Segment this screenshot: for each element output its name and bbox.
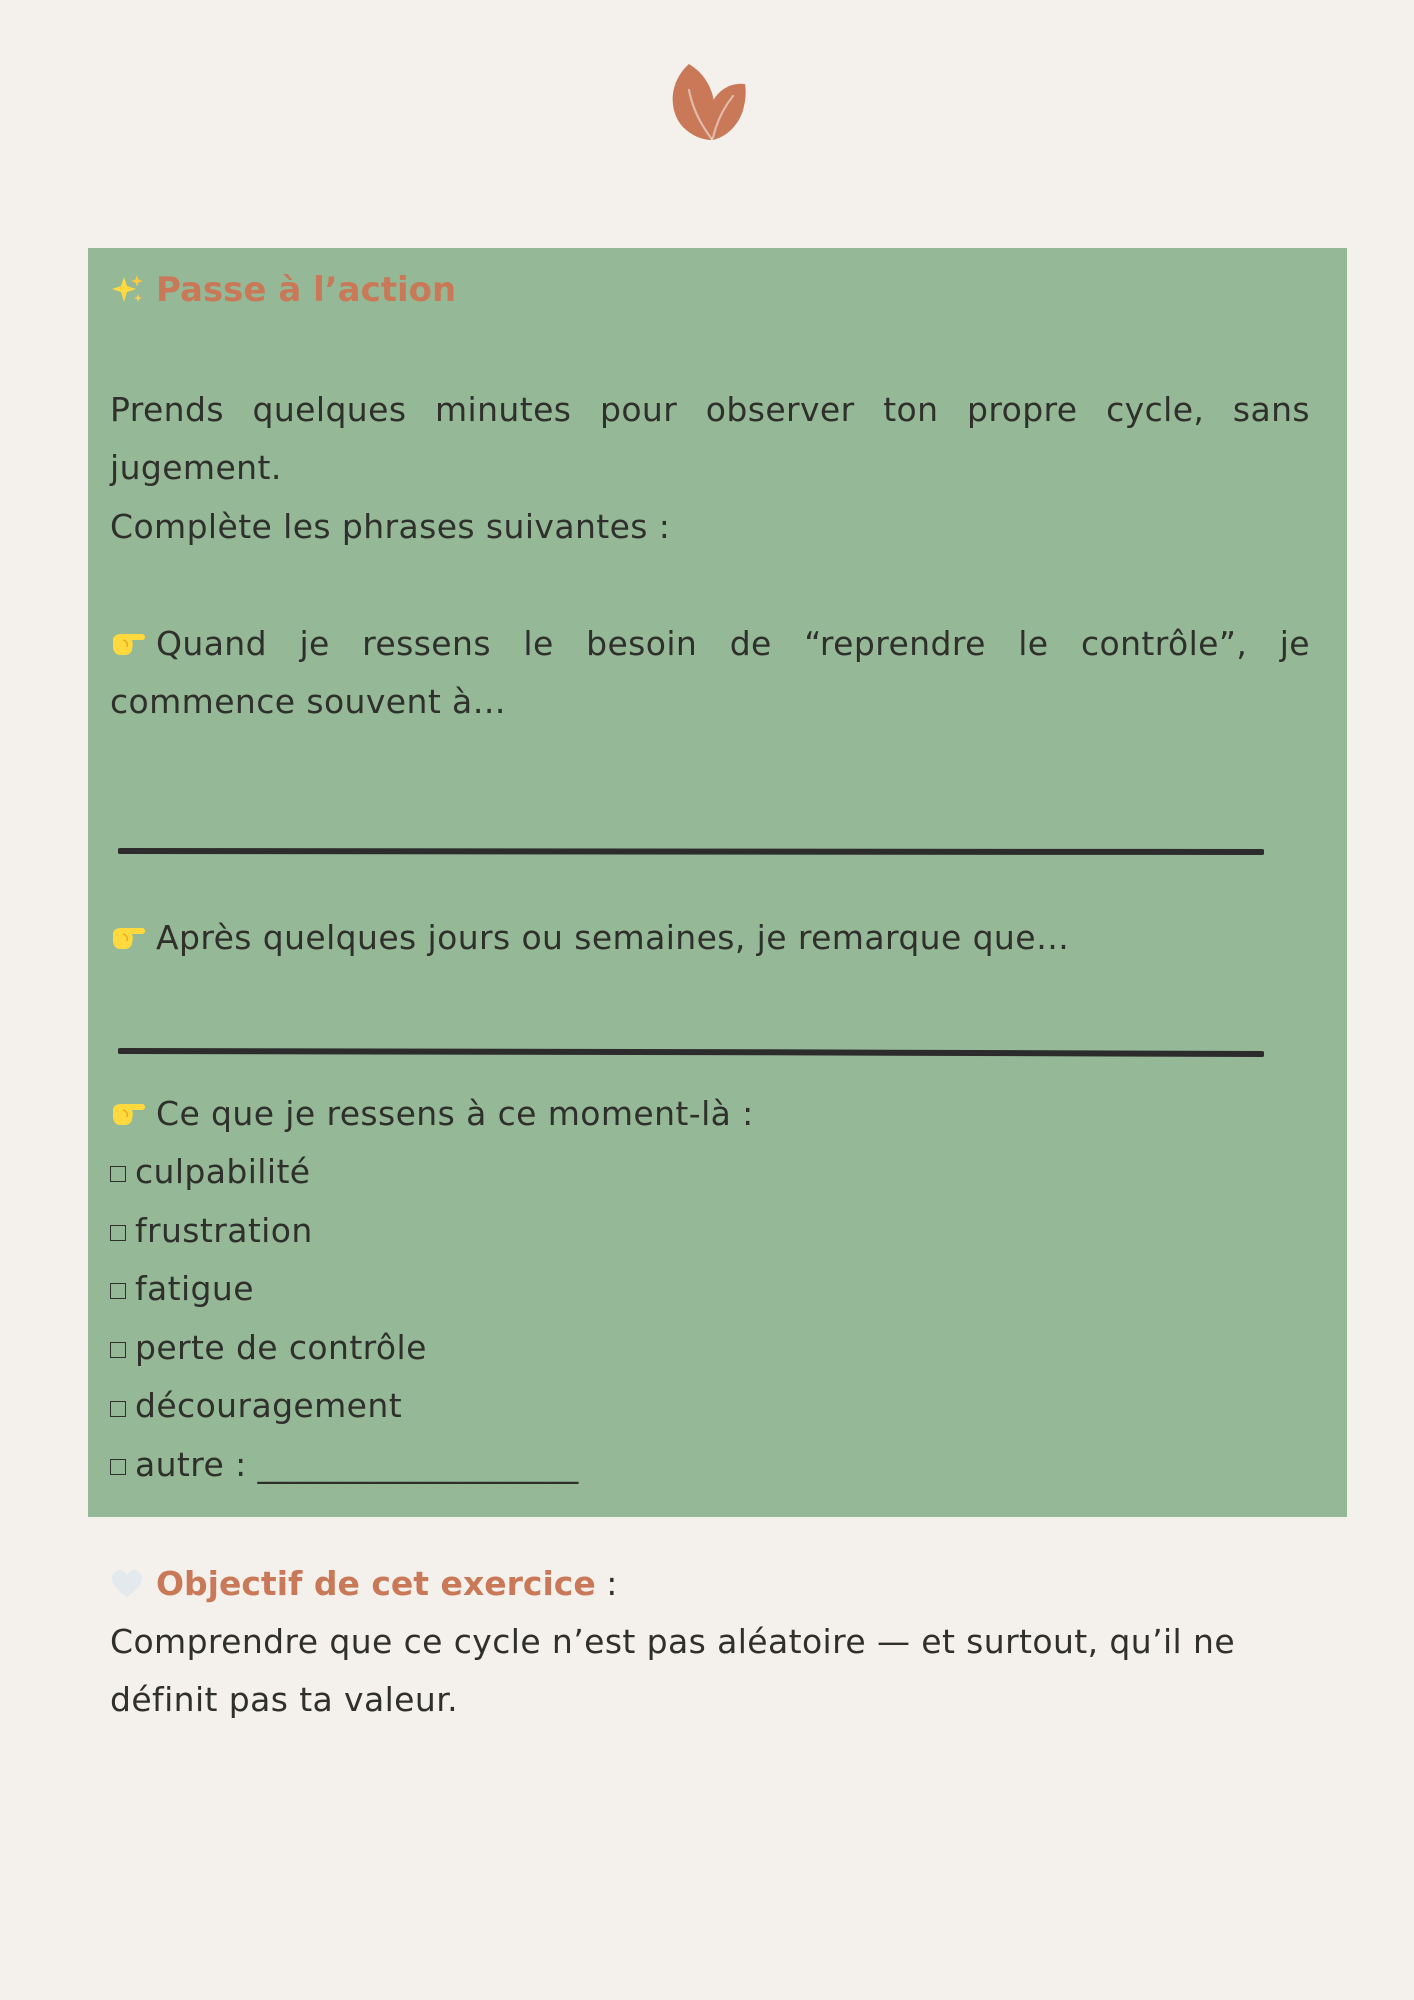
checkbox-icon[interactable] [110, 1166, 126, 1182]
answer-line-1[interactable] [118, 844, 1264, 858]
goal-heading [110, 1555, 1310, 1613]
pointing-hand-icon [110, 629, 148, 659]
prompt-1 [110, 615, 1310, 731]
exercise-panel [88, 248, 1347, 1517]
checkbox-icon[interactable] [110, 1342, 126, 1358]
checkbox-item[interactable] [110, 1377, 579, 1436]
pointing-hand-icon [110, 1099, 148, 1129]
instruction-paragraph: Complète les phrases suivantes : [110, 507, 671, 546]
feelings-checklist [110, 1143, 579, 1495]
goal-title-suffix: : [595, 1564, 618, 1603]
pointing-hand-icon [110, 923, 148, 953]
checkbox-label: frustration [135, 1210, 313, 1250]
goal-title: Objectif de cet exercice [156, 1564, 596, 1603]
prompt-1-text: Quand je ressens le besoin de “reprendre le contrôle”, je commence souvent à… [110, 624, 1310, 721]
prompt-3-text: Ce que je ressens à ce moment-là : [156, 1094, 754, 1133]
checkbox-item[interactable] [110, 1319, 579, 1378]
answer-line-2[interactable] [118, 1045, 1264, 1059]
checkbox-label: autre : ___________________ [135, 1444, 579, 1484]
checkbox-icon[interactable] [110, 1225, 126, 1241]
checkbox-label: découragement [135, 1386, 403, 1426]
checkbox-item[interactable] [110, 1260, 579, 1319]
checkbox-icon[interactable] [110, 1401, 126, 1417]
panel-title [110, 268, 456, 312]
checkbox-label: perte de contrôle [135, 1327, 427, 1367]
sparkles-icon [110, 273, 144, 307]
exercise-goal [110, 1555, 1310, 1729]
checkbox-icon[interactable] [110, 1459, 126, 1475]
prompt-2 [110, 909, 1310, 967]
panel-title-text: Passe à l’action [156, 270, 457, 310]
intro-paragraph: Prends quelques minutes pour observer ton propre cycle, sans jugement. [110, 390, 1310, 487]
prompt-3 [110, 1085, 1310, 1143]
checkbox-item[interactable] [110, 1436, 579, 1495]
checkbox-label: fatigue [135, 1269, 254, 1309]
prompt-2-text: Après quelques jours ou semaines, je remarque que… [156, 918, 1070, 957]
checkbox-label: culpabilité [135, 1152, 311, 1191]
checkbox-icon[interactable] [110, 1283, 126, 1299]
checkbox-item[interactable] [110, 1143, 579, 1202]
leaf-logo-icon [665, 60, 749, 144]
checkbox-item[interactable] [110, 1202, 579, 1261]
goal-text: Comprendre que ce cycle n’est pas aléatoire — et surtout, qu’il ne définit pas ta valeur. [110, 1622, 1236, 1719]
white-heart-icon [110, 1569, 144, 1599]
